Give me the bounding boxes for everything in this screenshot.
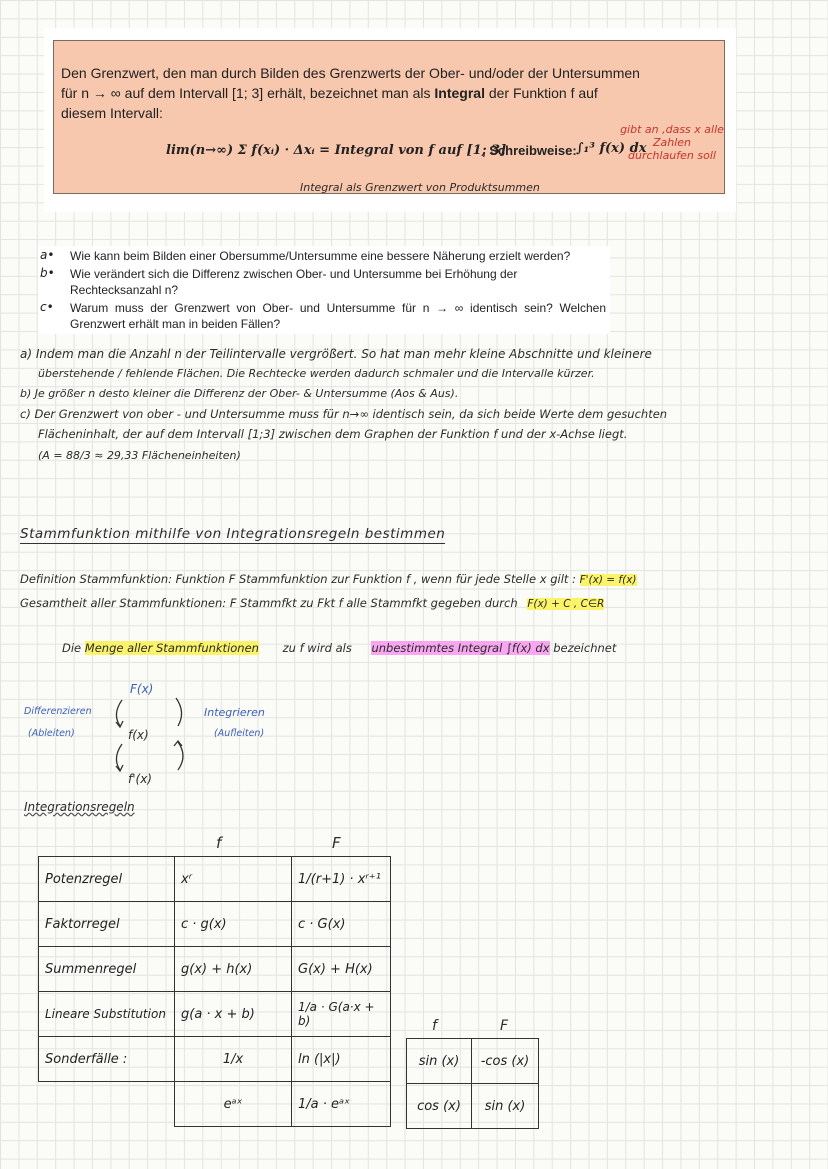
cycle-arrows [100,690,200,790]
arrow-up-right-upper [176,698,182,726]
rule-name: Potenzregel [39,857,175,902]
rule-name [39,1082,175,1127]
rule-name: Summenregel [39,947,175,992]
table-row [39,902,391,947]
differentiate-sub: (Ableiten) [28,728,75,739]
rule-F: G(x) + H(x) [292,947,391,992]
questions-list [40,248,606,332]
derivative-condition-highlight: F'(x) = f(x) [579,574,637,586]
rule-f: 1/x [175,1037,292,1082]
answer-c-line-2: Flächeninhalt, der auf dem Intervall [1;3] zwischen dem Graphen der Funktion f und der x-Achse liegt. [38,427,628,441]
rule-F: ln (|x|) [292,1037,391,1082]
differentiate-label: Differenzieren [24,706,92,717]
definition-stammfunktion: Definition Stammfunktion: Funktion F Stammfunktion zur Funktion f , wenn für jede Stelle x gilt : F'(x) = f(x) [20,572,637,586]
arrow-down-left-upper [116,700,122,726]
schreibweise-label: , Schreibweise: [482,143,577,158]
integrate-sub: (Aufleiten) [214,728,265,739]
limit-formula: lim(n→∞) Σ f(xᵢ) · Δxᵢ = Integral von f auf [1; 3] [166,143,507,158]
arrow-up-right-lower [178,742,183,770]
section-title: Stammfunktion mithilfe von Integrationsregeln bestimmen [20,526,446,542]
rule-name: Lineare Substitution [39,992,175,1037]
rules-header-f: f [216,834,222,852]
unbestimmtes-integral-highlight: unbestimmtes Integral ∫f(x) dx [371,641,550,655]
box-caption: Integral als Grenzwert von Produktsummen [300,181,540,194]
question-c: c• Warum muss der Grenzwert von Ober- und Untersumme für n → ∞ identisch sein? Welchen Grenzwert erhält man in beiden Fällen? [40,300,606,331]
trig-f: cos (x) [407,1084,472,1129]
extra-header-f: f [432,1018,437,1034]
table-row [39,1037,391,1082]
table-row [407,1084,539,1129]
definition-line-1: Den Grenzwert, den man durch Bilden des Grenzwerts der Ober- und/oder der Untersummen [61,65,640,81]
definition-line-3: diesem Intervall: [61,105,163,121]
trig-F: sin (x) [472,1084,539,1129]
rules-table [38,856,391,1127]
rule-f: g(a · x + b) [175,992,292,1037]
rule-f: xʳ [175,857,292,902]
arrow-down-left-lower [116,744,122,770]
definition-line-2: für n → ∞ auf dem Intervall [1; 3] erhält, bezeichnet man als Integral der Funktion f auf [61,85,598,101]
rule-name: Faktorregel [39,902,175,947]
answer-b: b) Je größer n desto kleiner die Differenz der Ober- & Untersumme (Aos & Aus). [20,387,459,400]
rule-f: g(x) + h(x) [175,947,292,992]
red-annotation: gibt an ,dass x alle Zahlen durchlaufen soll [620,123,724,162]
table-row [407,1039,539,1084]
answer-c-line-1: c) Der Grenzwert von ober - und Untersumme muss für n→∞ identisch sein, da sich beide Werte dem gesuchten [20,407,668,421]
table-row [39,947,391,992]
table-row [39,992,391,1037]
trig-table [406,1038,539,1129]
rule-F: 1/a · eᵃˣ [292,1082,391,1127]
answers [20,344,820,466]
rule-F: 1/a · G(a·x + b) [292,992,391,1037]
definition-gesamtheit: Gesamtheit aller Stammfunktionen: F Stammfkt zu Fkt f alle Stammfkt gegeben durch F(x) + C , C∈R [20,596,605,610]
question-a: a• Wie kann beim Bilden einer Obersumme/Untersumme eine bessere Näherung erzielt werden? [40,248,571,263]
trig-f: sin (x) [407,1039,472,1084]
answer-a-line-2: überstehende / fehlende Flächen. Die Rechtecke werden dadurch schmaler und die Intervalle kürzer. [38,367,595,380]
integrate-label: Integrieren [204,706,265,719]
rule-f: eᵃˣ [175,1082,292,1127]
rule-name: Sonderfälle : [39,1037,175,1082]
table-row [39,1082,391,1127]
question-b: b• Wie verändert sich die Differenz zwischen Ober- und Untersumme bei Erhöhung der Rechtecksanzahl n? [40,266,518,297]
cycle-top: F(x) [130,682,154,696]
table-row [39,857,391,902]
rules-header-F: F [332,834,341,852]
unbestimmtes-integral-sentence: Die Menge aller Stammfunktionen zu f wird als unbestimmtes Integral ∫f(x) dx bezeichnet [62,641,617,655]
integral-term: Integral [434,85,485,101]
rules-title: Integrationsregeln [24,800,135,814]
answer-c-line-3: (A = 88/3 ≈ 29,33 Flächeneinheiten) [38,449,241,462]
cycle-bottom: f'(x) [128,772,152,786]
definition-box [53,40,725,194]
rule-f: c · g(x) [175,902,292,947]
menge-highlight: Menge aller Stammfunktionen [84,641,259,655]
trig-F: -cos (x) [472,1039,539,1084]
rule-F: 1/(r+1) · xʳ⁺¹ [292,857,391,902]
rule-F: c · G(x) [292,902,391,947]
schreibweise-formula: ∫₁³ f(x) dx [576,141,647,156]
cycle-middle: f(x) [128,728,149,742]
extra-header-F: F [500,1018,509,1034]
answer-a-line-1: a) Indem man die Anzahl n der Teilintervalle vergrößert. So hat man mehr kleine Abschnitte und kleinere [20,347,652,361]
constant-highlight: F(x) + C , C∈R [527,598,605,610]
